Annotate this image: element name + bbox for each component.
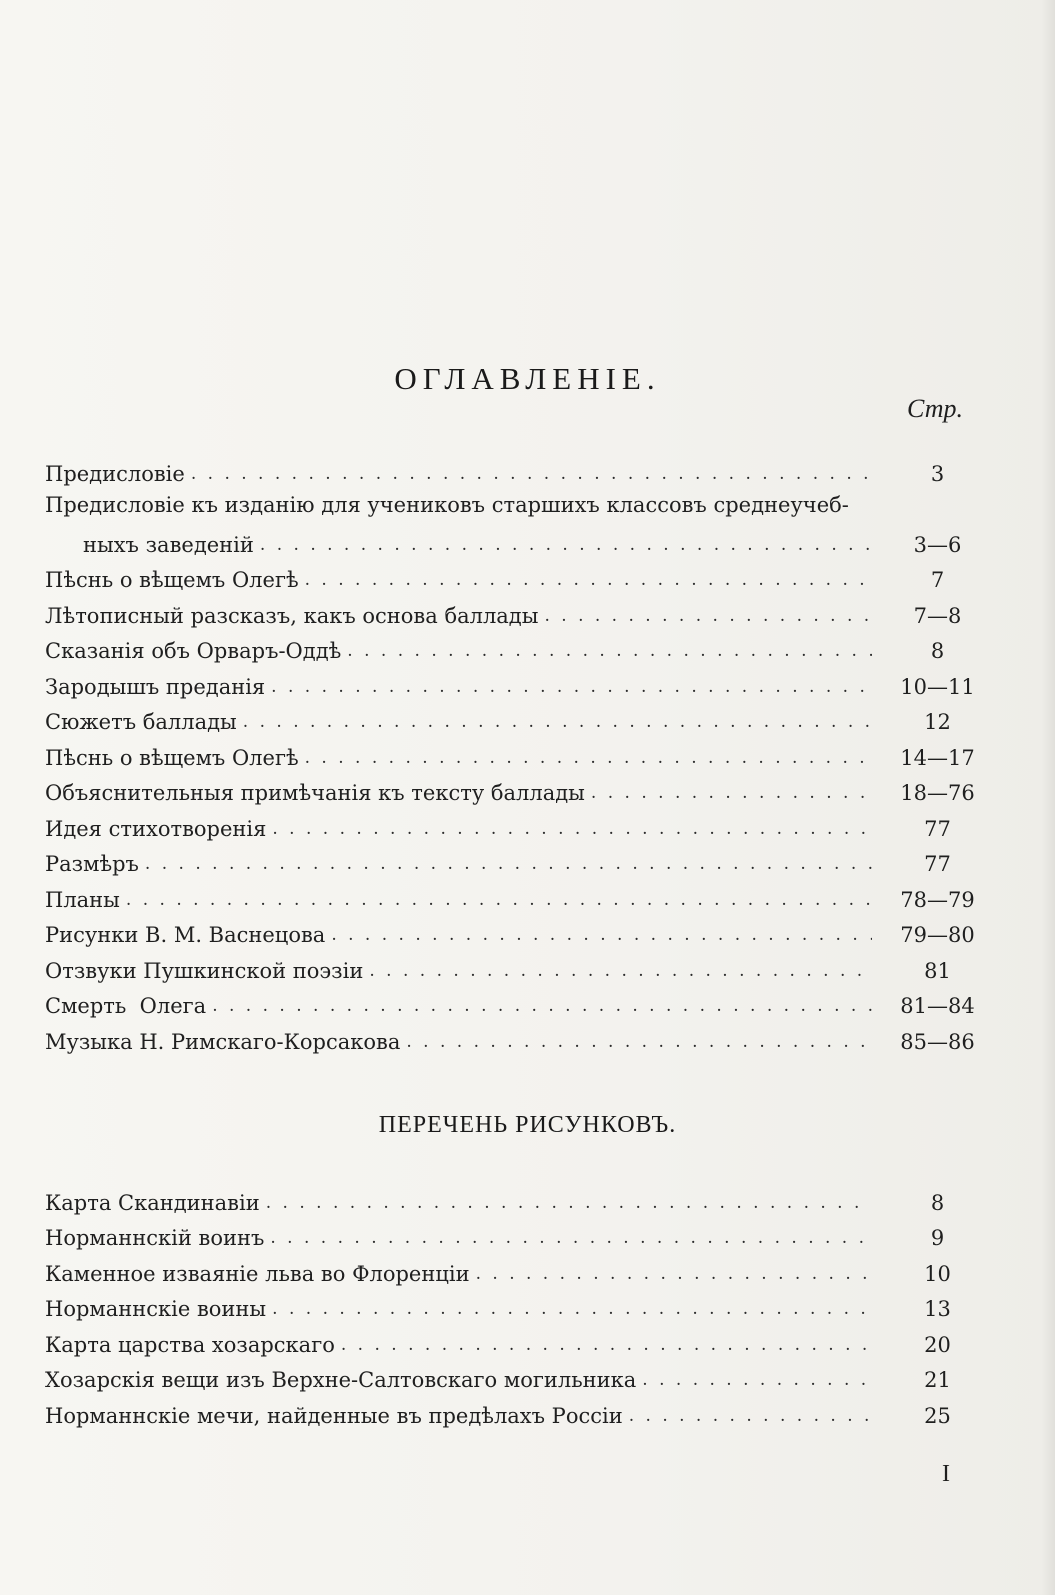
toc-entry-page: 3—6	[913, 532, 962, 557]
dot-leader	[264, 1224, 872, 1252]
dot-leader	[585, 779, 872, 807]
dot-leader	[299, 566, 872, 594]
dot-leader	[335, 1331, 872, 1359]
toc-entry	[45, 878, 985, 914]
dot-leader	[538, 602, 872, 630]
toc-entry-page: 8	[930, 639, 945, 663]
figure-entry	[45, 1252, 985, 1288]
figure-entry-page: 21	[924, 1368, 951, 1392]
dot-leader	[266, 1295, 872, 1323]
dot-leader	[341, 637, 872, 665]
dot-leader	[266, 815, 872, 843]
toc-entry-title-line1: Предисловіе къ изданію для учениковъ старшихъ классовъ среднеучеб-	[45, 492, 849, 517]
page-number: I	[942, 1461, 950, 1487]
dot-leader	[254, 531, 872, 559]
contents-list	[45, 452, 985, 1056]
figure-entry	[45, 1288, 985, 1324]
toc-entry-page: 14—17	[900, 745, 975, 770]
toc-entry-title: Отзвуки Пушкинской поэзіи	[45, 958, 364, 983]
toc-entry-title: Планы	[45, 887, 120, 912]
toc-entry	[45, 736, 985, 772]
toc-entry	[45, 914, 985, 950]
figure-entry	[45, 1181, 985, 1217]
dot-leader	[623, 1402, 872, 1430]
figure-entry-page: 10	[924, 1261, 951, 1286]
toc-entry-title: Пѣснь о вѣщемъ Олегѣ	[45, 745, 299, 770]
figure-entry-page: 9	[930, 1226, 945, 1250]
toc-entry-page: 12	[924, 710, 951, 734]
page-column-label: Стр.	[907, 394, 963, 423]
toc-entry	[45, 559, 985, 595]
toc-entry	[45, 843, 985, 879]
toc-entry-page: 81	[924, 958, 951, 983]
dot-leader	[260, 1189, 872, 1217]
toc-entry-title: Размѣръ	[45, 852, 139, 876]
toc-entry-page: 81—84	[900, 994, 975, 1018]
toc-entry	[45, 452, 985, 488]
toc-entry	[45, 807, 985, 843]
figure-entry-title: Карта царства хозарскаго	[45, 1332, 335, 1357]
toc-entry-title-line2: ныхъ заведеній	[83, 532, 254, 557]
toc-entry-page: 77	[924, 852, 951, 876]
toc-entry	[45, 772, 985, 808]
toc-entry-page: 7	[930, 568, 945, 592]
figure-entry	[45, 1323, 985, 1359]
toc-entry	[45, 1020, 985, 1056]
dot-leader	[185, 460, 872, 488]
figure-entry-page: 25	[924, 1403, 951, 1428]
toc-entry-page: 10—11	[900, 674, 975, 699]
figure-entry	[45, 1359, 985, 1395]
dot-leader	[470, 1260, 872, 1288]
toc-entry-title: Музыка Н. Римскаго-Корсакова	[45, 1029, 401, 1054]
toc-entry-title: Сказанія объ Орваръ-Оддѣ	[45, 639, 342, 663]
toc-entry-title: Идея стихотворенія	[45, 816, 267, 841]
toc-entry-page: 77	[924, 816, 951, 841]
toc-entry-page: 85—86	[900, 1029, 975, 1054]
figures-title: ПЕРЕЧЕНЬ РИСУНКОВЪ.	[378, 1112, 677, 1138]
figures-list	[45, 1181, 985, 1430]
toc-entry-page: 7—8	[913, 603, 962, 628]
figure-entry-title: Норманнскіе воины	[45, 1297, 267, 1321]
toc-entry	[45, 701, 985, 737]
toc-entry-title: Пѣснь о вѣщемъ Олегѣ	[45, 568, 299, 592]
dot-leader	[206, 992, 872, 1020]
toc-entry-title: Предисловіе	[45, 461, 185, 486]
dot-leader	[363, 957, 872, 985]
figure-entry-title: Хозарскія вещи изъ Верхне-Салтовскаго могильника	[45, 1368, 637, 1392]
toc-entry-title: Объяснительныя примѣчанія къ тексту баллады	[45, 781, 585, 805]
dot-leader	[636, 1366, 872, 1394]
dot-leader	[299, 744, 872, 772]
toc-entry-title: Рисунки В. М. Васнецова	[45, 923, 326, 947]
figure-entry-page: 8	[930, 1190, 945, 1215]
figure-entry-title: Каменное изваяніе льва во Флоренціи	[45, 1261, 470, 1286]
page-edge-shadow	[1041, 0, 1055, 1595]
toc-entry-page: 18—76	[900, 781, 975, 805]
figure-entry-title: Карта Скандинавіи	[45, 1190, 260, 1215]
toc-entry	[45, 594, 985, 630]
toc-entry	[45, 488, 985, 559]
dot-leader	[325, 921, 872, 949]
toc-entry-page: 78—79	[900, 887, 975, 912]
contents-title: ОГЛАВЛЕНІЕ.	[394, 361, 661, 396]
figure-entry-title: Норманнскіе мечи, найденные въ предѣлахъ Россіи	[45, 1403, 623, 1428]
figure-entry-page: 20	[924, 1332, 951, 1357]
figure-entry-title: Норманнскій воинъ	[45, 1226, 265, 1250]
toc-entry-page: 79—80	[900, 923, 975, 947]
toc-entry-page: 3	[930, 461, 945, 486]
toc-entry	[45, 985, 985, 1021]
dot-leader	[139, 850, 872, 878]
toc-entry	[45, 949, 985, 985]
figure-entry	[45, 1217, 985, 1253]
figure-entry	[45, 1394, 985, 1430]
dot-leader	[265, 673, 872, 701]
toc-entry-title: Лѣтописный разсказъ, какъ основа баллады	[45, 603, 539, 628]
toc-entry	[45, 630, 985, 666]
toc-entry-line2	[45, 523, 985, 559]
toc-entry-title: Зародышъ преданія	[45, 674, 266, 699]
toc-entry-title: Сюжетъ баллады	[45, 710, 237, 734]
toc-entry-title: Смерть Олега	[45, 994, 207, 1018]
dot-leader	[400, 1028, 872, 1056]
dot-leader	[120, 886, 872, 914]
toc-entry	[45, 665, 985, 701]
figure-entry-page: 13	[924, 1297, 951, 1321]
dot-leader	[237, 708, 872, 736]
